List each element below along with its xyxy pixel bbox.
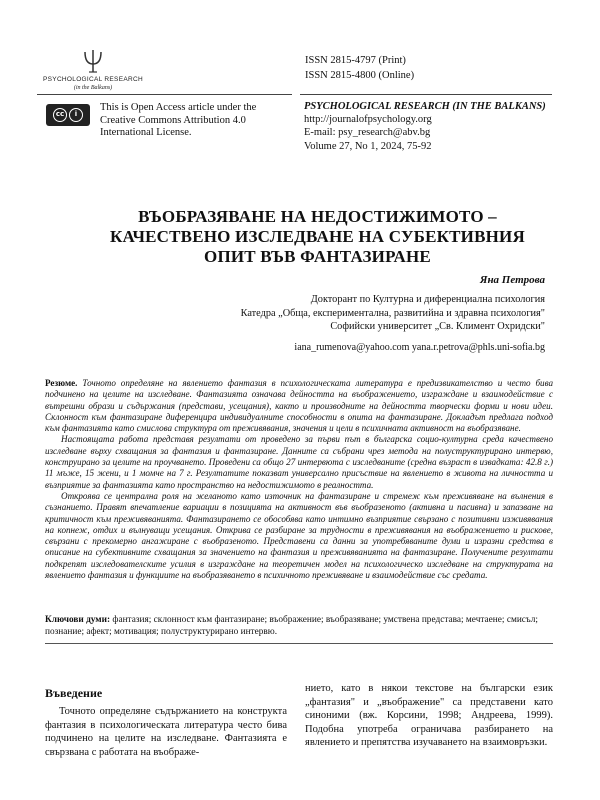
keywords-label: Ключови думи: xyxy=(45,615,111,625)
abstract-label: Резюме. xyxy=(45,378,78,388)
cc-icon: cc xyxy=(53,108,67,122)
logo-name: PSYCHOLOGICAL RESEARCH xyxy=(43,76,143,83)
journal-url[interactable]: http://journalofpsychology.org xyxy=(304,114,432,126)
journal-name: PSYCHOLOGICAL RESEARCH (IN THE BALKANS) xyxy=(304,101,546,112)
affiliation-line-2: Катедра „Обща, експериментална, развитийна и здравна психология" xyxy=(240,307,545,319)
intro-column-left xyxy=(45,705,287,759)
keywords xyxy=(45,615,553,638)
intro-heading: Въведение xyxy=(45,686,103,700)
psi-logo-icon xyxy=(81,48,105,74)
abstract-paragraph: Настоящата работа представя резултати от проведено за първи път в българска социо-културна среда качествено изследване върху схващания за фантазия и фантазиране. Данните са събрани чрез метода на полуструктурирано интервю, конструирано за целите на проучването. Проведени са общо 27 интервюта с изследваните (средна възраст в извадката: 42.8 г.) 11 мъже, 15 жени, и 1 момче на 7 г. Резултатите показват универсално присъствие на явлението в живота на личността и възприятие за фантазията като пространство на недостижимото в реалността. xyxy=(45,434,553,490)
abstract-text-1: Точното определяне на явлението фантазия в психологическата литература е предизвикателство и често бива подчинено на целите на изследване. Фантазията означава дейността на въображението, изграждане и взаимодействие с вътрешни образи и съдържания (представи, усещания), както и производните на дейността творчески форми и нови идеи. Склонност към фантазиране диференцира индивидуалните способности в опита на фантазиране. Докладът предлага подход към фантазията като смислова структура от преживявания, значения и цели в психичната активност на въобразяване. xyxy=(45,378,553,434)
abstract-paragraph xyxy=(45,378,553,434)
author-name: Яна Петрова xyxy=(479,274,545,286)
intro-paragraph: Точното определяне съдържанието на конструкта фантазия в психологическата литература често бива подчинено на целите на изследване. Фантазията е свързвана с работата на въображе- xyxy=(45,706,287,758)
issn-online: ISSN 2815-4800 (Online) xyxy=(305,70,415,81)
header-divider-left xyxy=(37,94,292,95)
by-icon: i xyxy=(69,108,83,122)
section-divider xyxy=(45,643,553,644)
journal-email[interactable]: E-mail: psy_research@abv.bg xyxy=(304,127,431,139)
issn-print: ISSN 2815-4797 (Print) xyxy=(305,55,406,66)
affiliation-line-3: Софийски университет „Св. Климент Охридски" xyxy=(330,321,545,332)
keywords-text: фантазия; склонност към фантазиране; въображение; въобразяване; умствена представа; мечтаене; смисъл; познание; афект; мотивация; полуструктурирано интервю. xyxy=(45,615,538,637)
logo-subname: (in the Balkans) xyxy=(73,85,113,91)
article-title xyxy=(90,207,545,267)
title-line-1: ВЪОБРАЗЯВАНЕ НА НЕДОСТИЖИМОТО – xyxy=(138,207,497,226)
journal-volume: Volume 27, No 1, 2024, 75-92 xyxy=(304,140,432,152)
author-emails[interactable]: iana_rumenova@yahoo.com yana.r.petrova@phls.uni-sofia.bg xyxy=(294,342,545,353)
cc-by-badge[interactable] xyxy=(46,104,90,126)
license-text: This is Open Access article under the Creative Commons Attribution 4.0 International License. xyxy=(100,102,257,138)
abstract xyxy=(45,378,553,581)
journal-info xyxy=(304,100,546,153)
journal-logo xyxy=(33,48,153,93)
title-line-2: КАЧЕСТВЕНО ИЗСЛЕДВАНЕ НА СУБЕКТИВНИЯ xyxy=(110,227,525,246)
intro-column-right: нието, като в някои текстове на български език „фантазия" и „въображение" са представени като синоними (вж. Корсини, 1998; Андреева, 1999). Подобна употреба ограничава разбирането на явлението и препятства изучаването на взаимовръзки. xyxy=(305,683,553,748)
author-affiliation xyxy=(241,293,545,334)
title-line-3: ОПИТ ВЪВ ФАНТАЗИРАНЕ xyxy=(204,247,431,266)
header-divider-right xyxy=(300,94,552,95)
affiliation-line-1: Докторант по Културна и диференциална психология xyxy=(310,294,545,305)
abstract-paragraph: Откроява се централна роля на желаното като източник на фантазиране и стремеж към преживяване на вълнения в съзнанието. Правят впечатление вариации в позицията на активност във въобразеното (активна и пасивна) и запазване на критичност към преживяванията. Фантазирането се обособява като интимно възприятие свързано с позитивни изживявания на копнеж, отдих и вълнуващи усещания. Открива се разбиране за трудности в преживявания на въображението и рискове, свързани с прекомерно ангажиране с въобразеното. Представени са данни за употребяваните думи и изразни средства в описание на субективните схващания за значението на фантазия и преживяванията на фантазиране. Получените резултати подкрепят изследователските усилия в изграждане на теоретичен модел на психологическо изследване на структурата на явлението фантазия и функциите на въобразяването в психичното преживяване и взаимодействие със средата. xyxy=(45,490,553,581)
